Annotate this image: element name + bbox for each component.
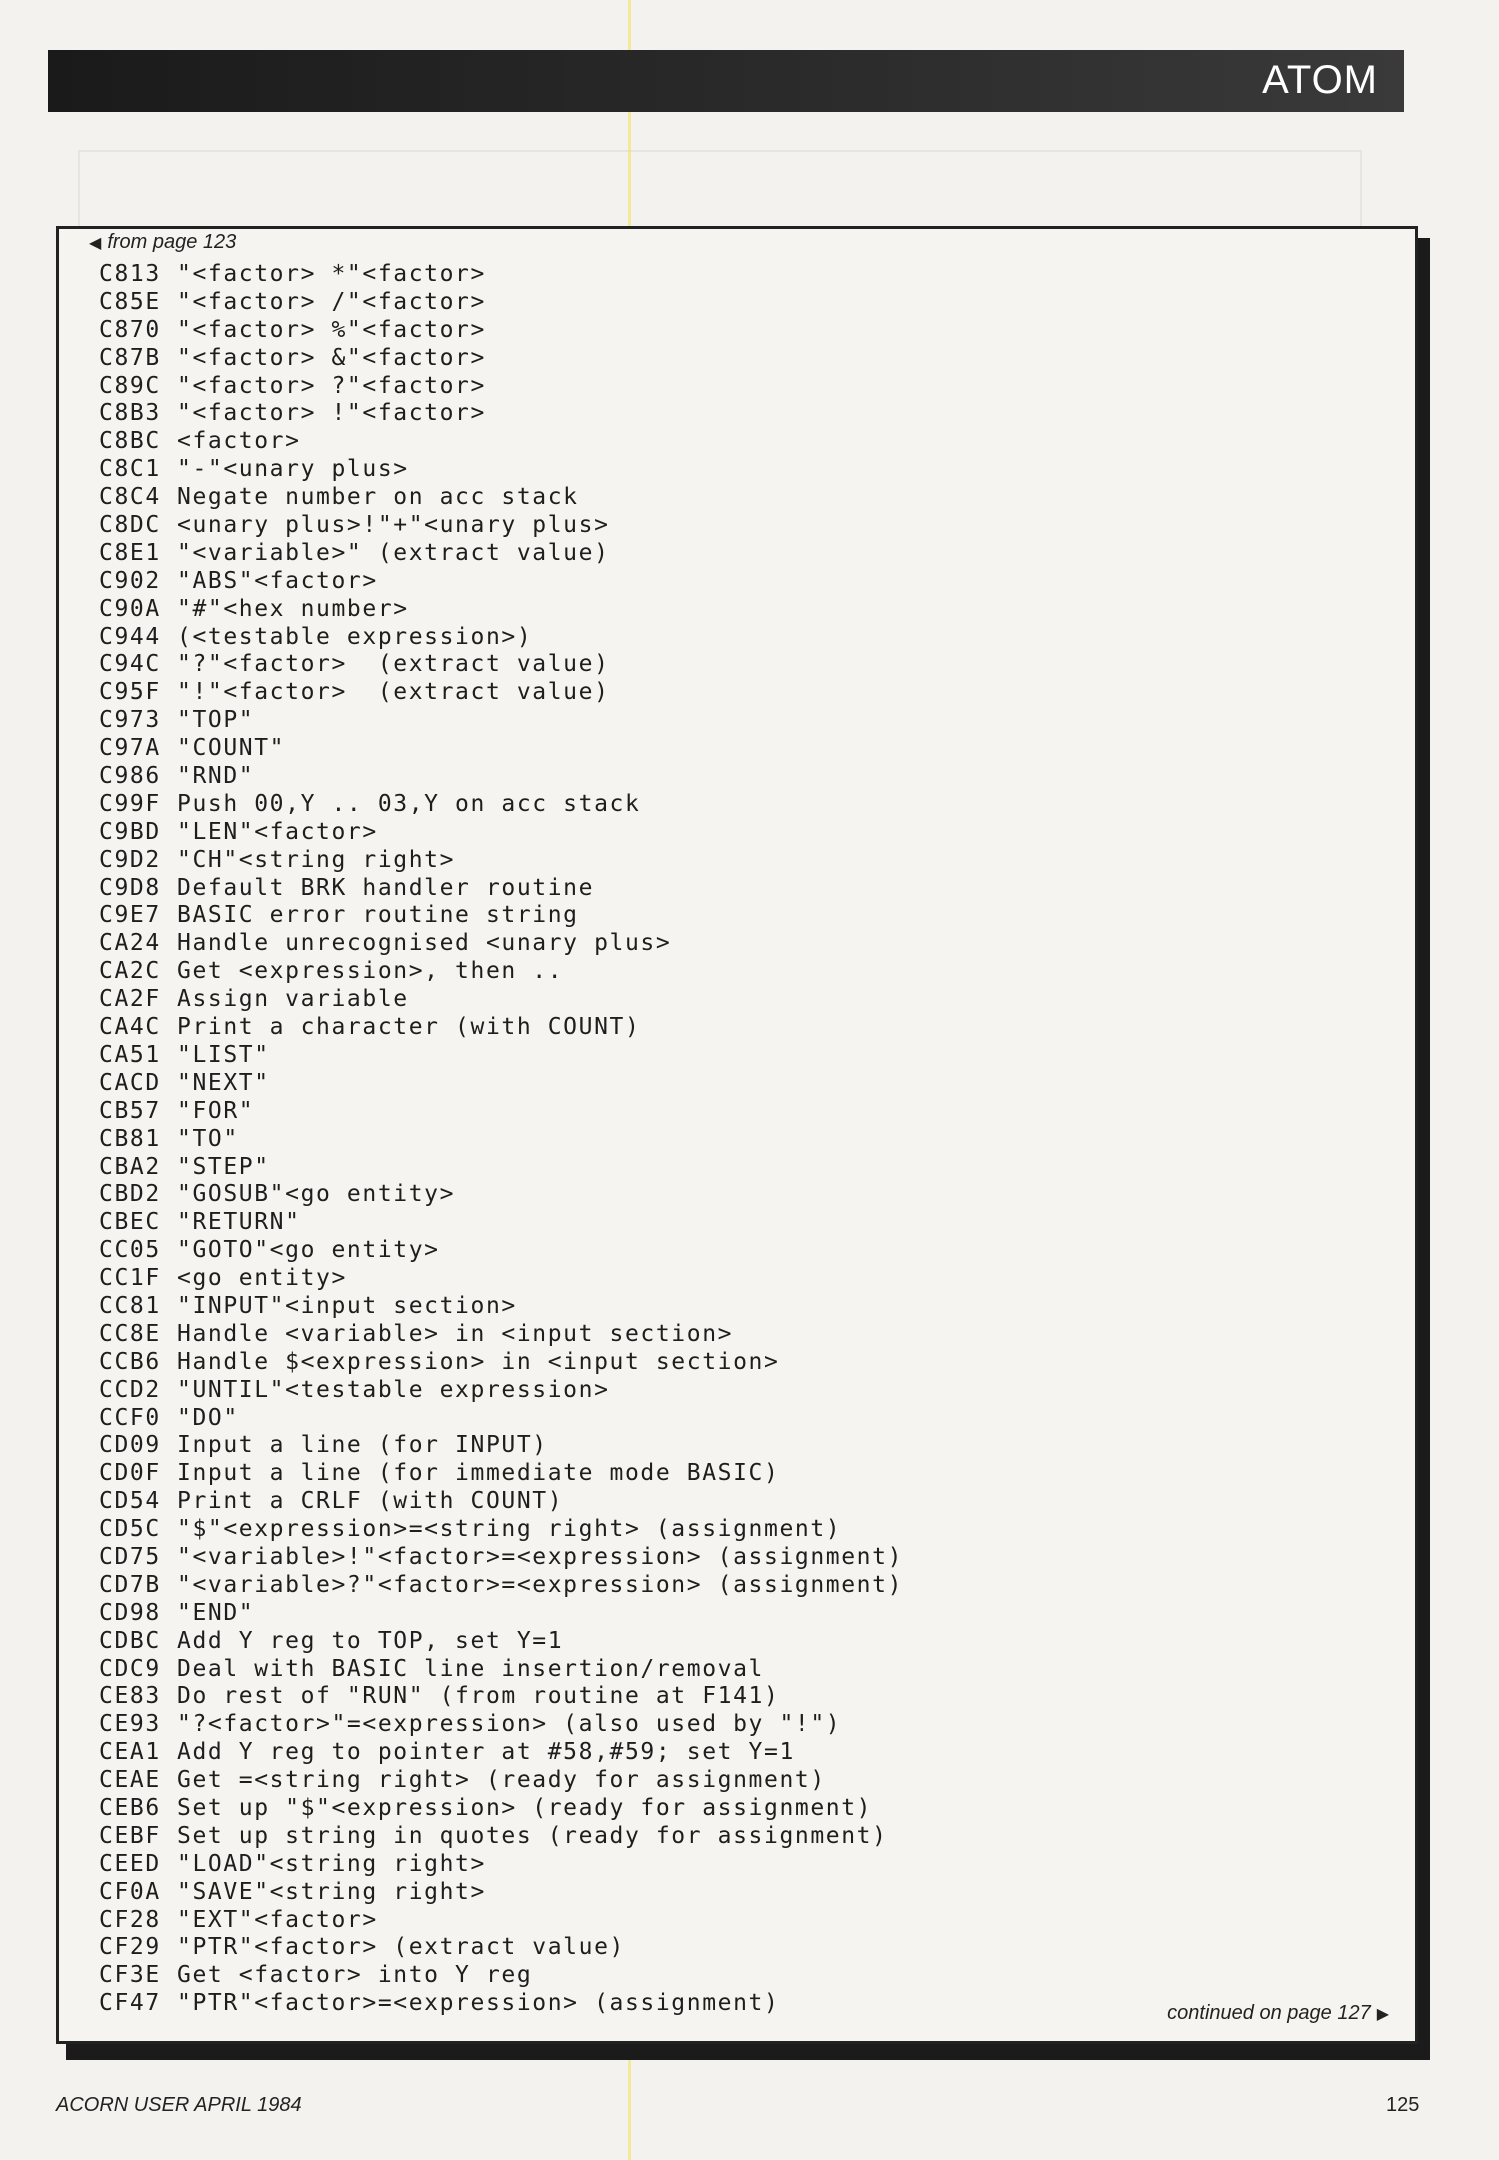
- listing-line: [99, 875, 903, 903]
- routine-address: CEAE: [99, 1767, 161, 1794]
- routine-description: Get <expression>, then ..: [177, 958, 564, 985]
- continued-note: [1167, 2002, 1389, 2025]
- routine-address: C8C1: [99, 456, 161, 483]
- routine-address: CEBF: [99, 1822, 161, 1849]
- listing-line: [99, 1237, 903, 1265]
- routine-description: "<factor> *"<factor>: [177, 261, 486, 287]
- listing-line: [99, 1432, 903, 1460]
- listing-line: [99, 1907, 903, 1935]
- listing-line: [99, 958, 903, 986]
- listing-line: [99, 1683, 903, 1711]
- routine-description: "<variable>" (extract value): [177, 539, 610, 566]
- routine-description: "DO": [177, 1404, 239, 1431]
- section-title: ATOM: [1262, 58, 1378, 102]
- routine-address: C8C4: [99, 484, 161, 511]
- listing-line: [99, 1767, 903, 1795]
- routine-address: C99F: [99, 790, 161, 817]
- routine-description: "PTR"<factor> (extract value): [177, 1934, 625, 1961]
- listing-line: [99, 289, 903, 317]
- listing-line: [99, 1711, 903, 1739]
- listing-line: [99, 1488, 903, 1516]
- routine-description: "<variable>?"<factor>=<expression> (assignment): [177, 1571, 904, 1598]
- routine-address: CC81: [99, 1292, 161, 1319]
- routine-address: C813: [99, 261, 161, 287]
- routine-description: Negate number on acc stack: [177, 484, 579, 511]
- routine-address: CCB6: [99, 1348, 161, 1375]
- routine-description: Push 00,Y .. 03,Y on acc stack: [177, 790, 641, 817]
- routine-address: CEB6: [99, 1794, 161, 1821]
- listing-line: [99, 1990, 903, 2018]
- listing-line: [99, 373, 903, 401]
- routine-address: CE83: [99, 1683, 161, 1710]
- listing-box: [56, 226, 1418, 2044]
- left-triangle-icon: ◀: [89, 235, 102, 252]
- routine-description: Add Y reg to TOP, set Y=1: [177, 1627, 564, 1654]
- routine-address: CD0F: [99, 1460, 161, 1487]
- routine-description: "$"<expression>=<string right> (assignment): [177, 1516, 842, 1543]
- routine-address: C870: [99, 316, 161, 343]
- routine-address: CC1F: [99, 1265, 161, 1292]
- listing-line: [99, 1405, 903, 1433]
- listing-line: [99, 1962, 903, 1990]
- routine-description: "RND": [177, 763, 255, 790]
- routine-description: "RETURN": [177, 1209, 301, 1236]
- routine-description: Input a line (for INPUT): [177, 1432, 548, 1459]
- routine-description: "CH"<string right>: [177, 846, 456, 873]
- listing-line: [99, 763, 903, 791]
- routine-address: CEED: [99, 1850, 161, 1877]
- routine-description: (<testable expression>): [177, 623, 533, 650]
- routine-description: Set up string in quotes (ready for assignment): [177, 1822, 888, 1849]
- listing-line: [99, 428, 903, 456]
- page-number: 125: [1386, 2094, 1420, 2116]
- routine-description: Set up "$"<expression> (ready for assignment): [177, 1794, 873, 1821]
- routine-address: C9D2: [99, 846, 161, 873]
- listing-line: [99, 540, 903, 568]
- routine-description: "GOTO"<go entity>: [177, 1237, 440, 1264]
- listing-line: [99, 400, 903, 428]
- routine-address: CCF0: [99, 1404, 161, 1431]
- routine-address: C973: [99, 707, 161, 734]
- listing-line: [99, 791, 903, 819]
- routine-address: C8BC: [99, 428, 161, 455]
- listing-line: [99, 1879, 903, 1907]
- routine-description: "!"<factor> (extract value): [177, 679, 610, 706]
- routine-address: CEA1: [99, 1739, 161, 1766]
- routine-description: Input a line (for immediate mode BASIC): [177, 1460, 780, 1487]
- listing-line: [99, 512, 903, 540]
- routine-address: CACD: [99, 1069, 161, 1096]
- routine-address: C94C: [99, 651, 161, 678]
- routine-address: CB57: [99, 1097, 161, 1124]
- routine-description: Deal with BASIC line insertion/removal: [177, 1655, 764, 1682]
- routine-address: CD98: [99, 1599, 161, 1626]
- routine-description: Get =<string right> (ready for assignment): [177, 1767, 826, 1794]
- routine-address: CF47: [99, 1990, 161, 2017]
- listing-line: [99, 819, 903, 847]
- listing-line: [99, 707, 903, 735]
- routine-description: "UNTIL"<testable expression>: [177, 1376, 610, 1403]
- from-page-text: from page 123: [107, 231, 237, 253]
- routine-description: "LEN"<factor>: [177, 818, 378, 845]
- listing-line: [99, 1460, 903, 1488]
- listing-line: [99, 456, 903, 484]
- listing-line: [99, 735, 903, 763]
- routine-description: "<factor> %"<factor>: [177, 316, 486, 343]
- routine-description: "INPUT"<input section>: [177, 1292, 517, 1319]
- listing-line: [99, 1628, 903, 1656]
- routine-description: Handle <variable> in <input section>: [177, 1320, 734, 1347]
- routine-address: CD5C: [99, 1516, 161, 1543]
- routine-address: C90A: [99, 595, 161, 622]
- routine-description: Default BRK handler routine: [177, 874, 595, 901]
- routine-address: C8E1: [99, 539, 161, 566]
- routine-description: "<factor> ?"<factor>: [177, 372, 486, 399]
- routine-description: <unary plus>!"+"<unary plus>: [177, 512, 610, 539]
- listing-line: [99, 1572, 903, 1600]
- routine-address: CF3E: [99, 1962, 161, 1989]
- routine-address: CA2F: [99, 986, 161, 1013]
- routine-address: CC05: [99, 1237, 161, 1264]
- routine-description: "PTR"<factor>=<expression> (assignment): [177, 1990, 780, 2017]
- listing-line: [99, 1851, 903, 1879]
- routine-description: "<factor> /"<factor>: [177, 288, 486, 315]
- listing-line: [99, 902, 903, 930]
- routine-address: C9BD: [99, 818, 161, 845]
- routine-address: CE93: [99, 1711, 161, 1738]
- routine-address: CF28: [99, 1906, 161, 1933]
- routine-address: CA2C: [99, 958, 161, 985]
- listing-line: [99, 986, 903, 1014]
- routine-address: C85E: [99, 288, 161, 315]
- routine-address: CDBC: [99, 1627, 161, 1654]
- listing-line: [99, 1934, 903, 1962]
- routine-description: "LIST": [177, 1041, 270, 1068]
- routine-description: "-"<unary plus>: [177, 456, 409, 483]
- routine-address: C986: [99, 763, 161, 790]
- routine-description: "GOSUB"<go entity>: [177, 1181, 456, 1208]
- listing-line: [99, 1544, 903, 1572]
- routine-address: CD54: [99, 1488, 161, 1515]
- section-header-bar: [48, 50, 1404, 112]
- listing-line: [99, 484, 903, 512]
- right-triangle-icon: ▶: [1376, 2006, 1389, 2023]
- routine-description: "EXT"<factor>: [177, 1906, 378, 1933]
- routine-listing: [99, 261, 903, 2018]
- routine-description: "<factor> !"<factor>: [177, 400, 486, 427]
- listing-line: [99, 1349, 903, 1377]
- listing-line: [99, 1739, 903, 1767]
- routine-address: CBEC: [99, 1209, 161, 1236]
- routine-description: "<factor> &"<factor>: [177, 344, 486, 371]
- listing-line: [99, 345, 903, 373]
- routine-description: "TOP": [177, 707, 255, 734]
- routine-address: C89C: [99, 372, 161, 399]
- routine-address: CBD2: [99, 1181, 161, 1208]
- routine-address: C944: [99, 623, 161, 650]
- routine-description: "END": [177, 1599, 255, 1626]
- listing-line: [99, 1042, 903, 1070]
- routine-address: CD75: [99, 1543, 161, 1570]
- routine-description: "LOAD"<string right>: [177, 1850, 486, 1877]
- routine-address: C8B3: [99, 400, 161, 427]
- continued-text: continued on page 127: [1167, 2002, 1371, 2024]
- listing-line: [99, 1656, 903, 1684]
- routine-address: CA51: [99, 1041, 161, 1068]
- routine-description: <factor>: [177, 428, 301, 455]
- routine-address: CC8E: [99, 1320, 161, 1347]
- routine-address: CD09: [99, 1432, 161, 1459]
- routine-address: CF29: [99, 1934, 161, 1961]
- listing-line: [99, 1126, 903, 1154]
- routine-address: CF0A: [99, 1878, 161, 1905]
- listing-line: [99, 1516, 903, 1544]
- from-page-note: [89, 231, 236, 254]
- routine-address: C87B: [99, 344, 161, 371]
- routine-address: C9E7: [99, 902, 161, 929]
- routine-description: "SAVE"<string right>: [177, 1878, 486, 1905]
- routine-description: Assign variable: [177, 986, 409, 1013]
- routine-description: <go entity>: [177, 1265, 347, 1292]
- listing-line: [99, 847, 903, 875]
- routine-address: CCD2: [99, 1376, 161, 1403]
- routine-description: Handle unrecognised <unary plus>: [177, 930, 672, 957]
- routine-address: CBA2: [99, 1153, 161, 1180]
- routine-address: CA24: [99, 930, 161, 957]
- routine-address: CD7B: [99, 1571, 161, 1598]
- listing-line: [99, 1795, 903, 1823]
- routine-description: Print a CRLF (with COUNT): [177, 1488, 564, 1515]
- listing-line: [99, 1209, 903, 1237]
- routine-address: C902: [99, 567, 161, 594]
- routine-description: "<variable>!"<factor>=<expression> (assignment): [177, 1543, 904, 1570]
- listing-line: [99, 1265, 903, 1293]
- routine-address: CB81: [99, 1125, 161, 1152]
- listing-line: [99, 1154, 903, 1182]
- routine-address: CDC9: [99, 1655, 161, 1682]
- listing-line: [99, 679, 903, 707]
- routine-description: Do rest of "RUN" (from routine at F141): [177, 1683, 780, 1710]
- routine-description: "?<factor>"=<expression> (also used by "!"): [177, 1711, 842, 1738]
- listing-line: [99, 568, 903, 596]
- routine-description: "#"<hex number>: [177, 595, 409, 622]
- listing-line: [99, 1181, 903, 1209]
- routine-description: Get <factor> into Y reg: [177, 1962, 533, 1989]
- routine-address: C9D8: [99, 874, 161, 901]
- listing-line: [99, 1014, 903, 1042]
- routine-address: C95F: [99, 679, 161, 706]
- routine-description: Print a character (with COUNT): [177, 1014, 641, 1041]
- listing-line: [99, 317, 903, 345]
- listing-line: [99, 1823, 903, 1851]
- routine-address: C8DC: [99, 512, 161, 539]
- routine-description: "?"<factor> (extract value): [177, 651, 610, 678]
- routine-description: Handle $<expression> in <input section>: [177, 1348, 780, 1375]
- listing-line: [99, 1600, 903, 1628]
- listing-line: [99, 1293, 903, 1321]
- listing-line: [99, 624, 903, 652]
- listing-line: [99, 1321, 903, 1349]
- listing-line: [99, 1098, 903, 1126]
- routine-description: "COUNT": [177, 735, 286, 762]
- routine-description: Add Y reg to pointer at #58,#59; set Y=1: [177, 1739, 795, 1766]
- routine-address: C97A: [99, 735, 161, 762]
- listing-line: [99, 261, 903, 289]
- routine-description: "NEXT": [177, 1069, 270, 1096]
- routine-description: "ABS"<factor>: [177, 567, 378, 594]
- listing-line: [99, 930, 903, 958]
- routine-description: "TO": [177, 1125, 239, 1152]
- listing-line: [99, 1377, 903, 1405]
- listing-line: [99, 1070, 903, 1098]
- routine-description: "STEP": [177, 1153, 270, 1180]
- publication-footer: ACORN USER APRIL 1984: [56, 2094, 302, 2116]
- routine-description: BASIC error routine string: [177, 902, 579, 929]
- listing-line: [99, 596, 903, 624]
- listing-line: [99, 651, 903, 679]
- routine-description: "FOR": [177, 1097, 255, 1124]
- routine-address: CA4C: [99, 1014, 161, 1041]
